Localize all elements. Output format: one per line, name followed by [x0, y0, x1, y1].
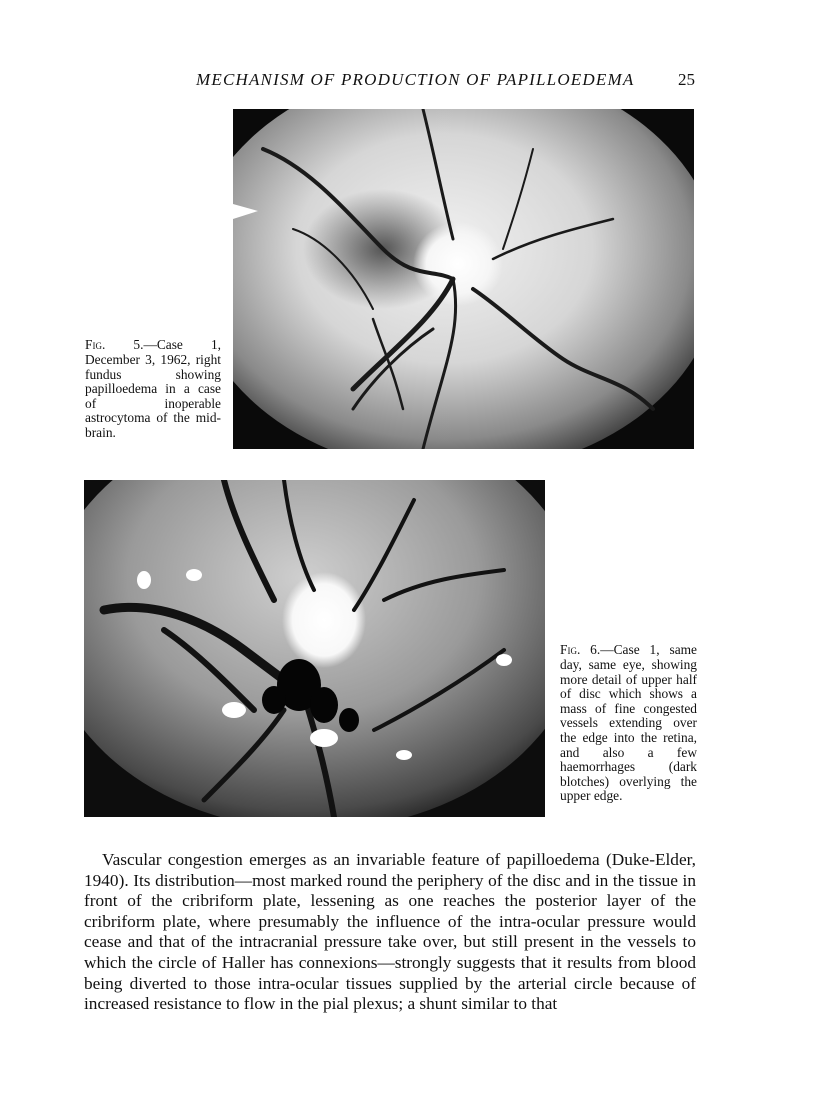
running-head	[0, 70, 816, 94]
figure-6-caption	[560, 643, 697, 804]
figure-5-caption-text: —Case 1, December 3, 1962, right fundus showing papilloedema in a case of inoperable astrocytoma of the mid-brain.	[85, 337, 221, 440]
body-text	[84, 850, 696, 1015]
figure-6-caption-text: —Case 1, same day, same eye, showing more detail of upper half of disc which shows a mass of fine congested vessels extending over the edge into the retina, and also a few haemorrhages (dark blotches) overlying the upper edge.	[560, 642, 697, 804]
running-title: MECHANISM OF PRODUCTION OF PAPILLOEDEMA	[196, 70, 635, 89]
figure-5-fundus-photo	[233, 109, 694, 449]
figure-6-disc-photo	[84, 480, 545, 817]
figure-5-caption	[85, 338, 221, 440]
page-number: 25	[678, 70, 695, 89]
figure-5-label: Fig. 5.	[85, 337, 144, 353]
body-paragraph: Vascular congestion emerges as an invariable feature of papilloedema (Duke-Elder, 1940). Its distribution—most marked round the periphery of the disc and in the tissue in front of the cribriform plate, lessening as one reaches the posterior layer of the cribriform plate, where presumably the influence of the intra-ocular pressure would cease and that of the intracranial pressure take over, but still present in the vessels to which the circle of Haller has connexions—strongly suggests that it results from blood being diverted to those intra-ocular tissues supplied by the arterial circle because of increased resistance to flow in the pial plexus; a shunt similar to that	[84, 850, 696, 1014]
figure-6-label: Fig. 6.	[560, 642, 601, 658]
